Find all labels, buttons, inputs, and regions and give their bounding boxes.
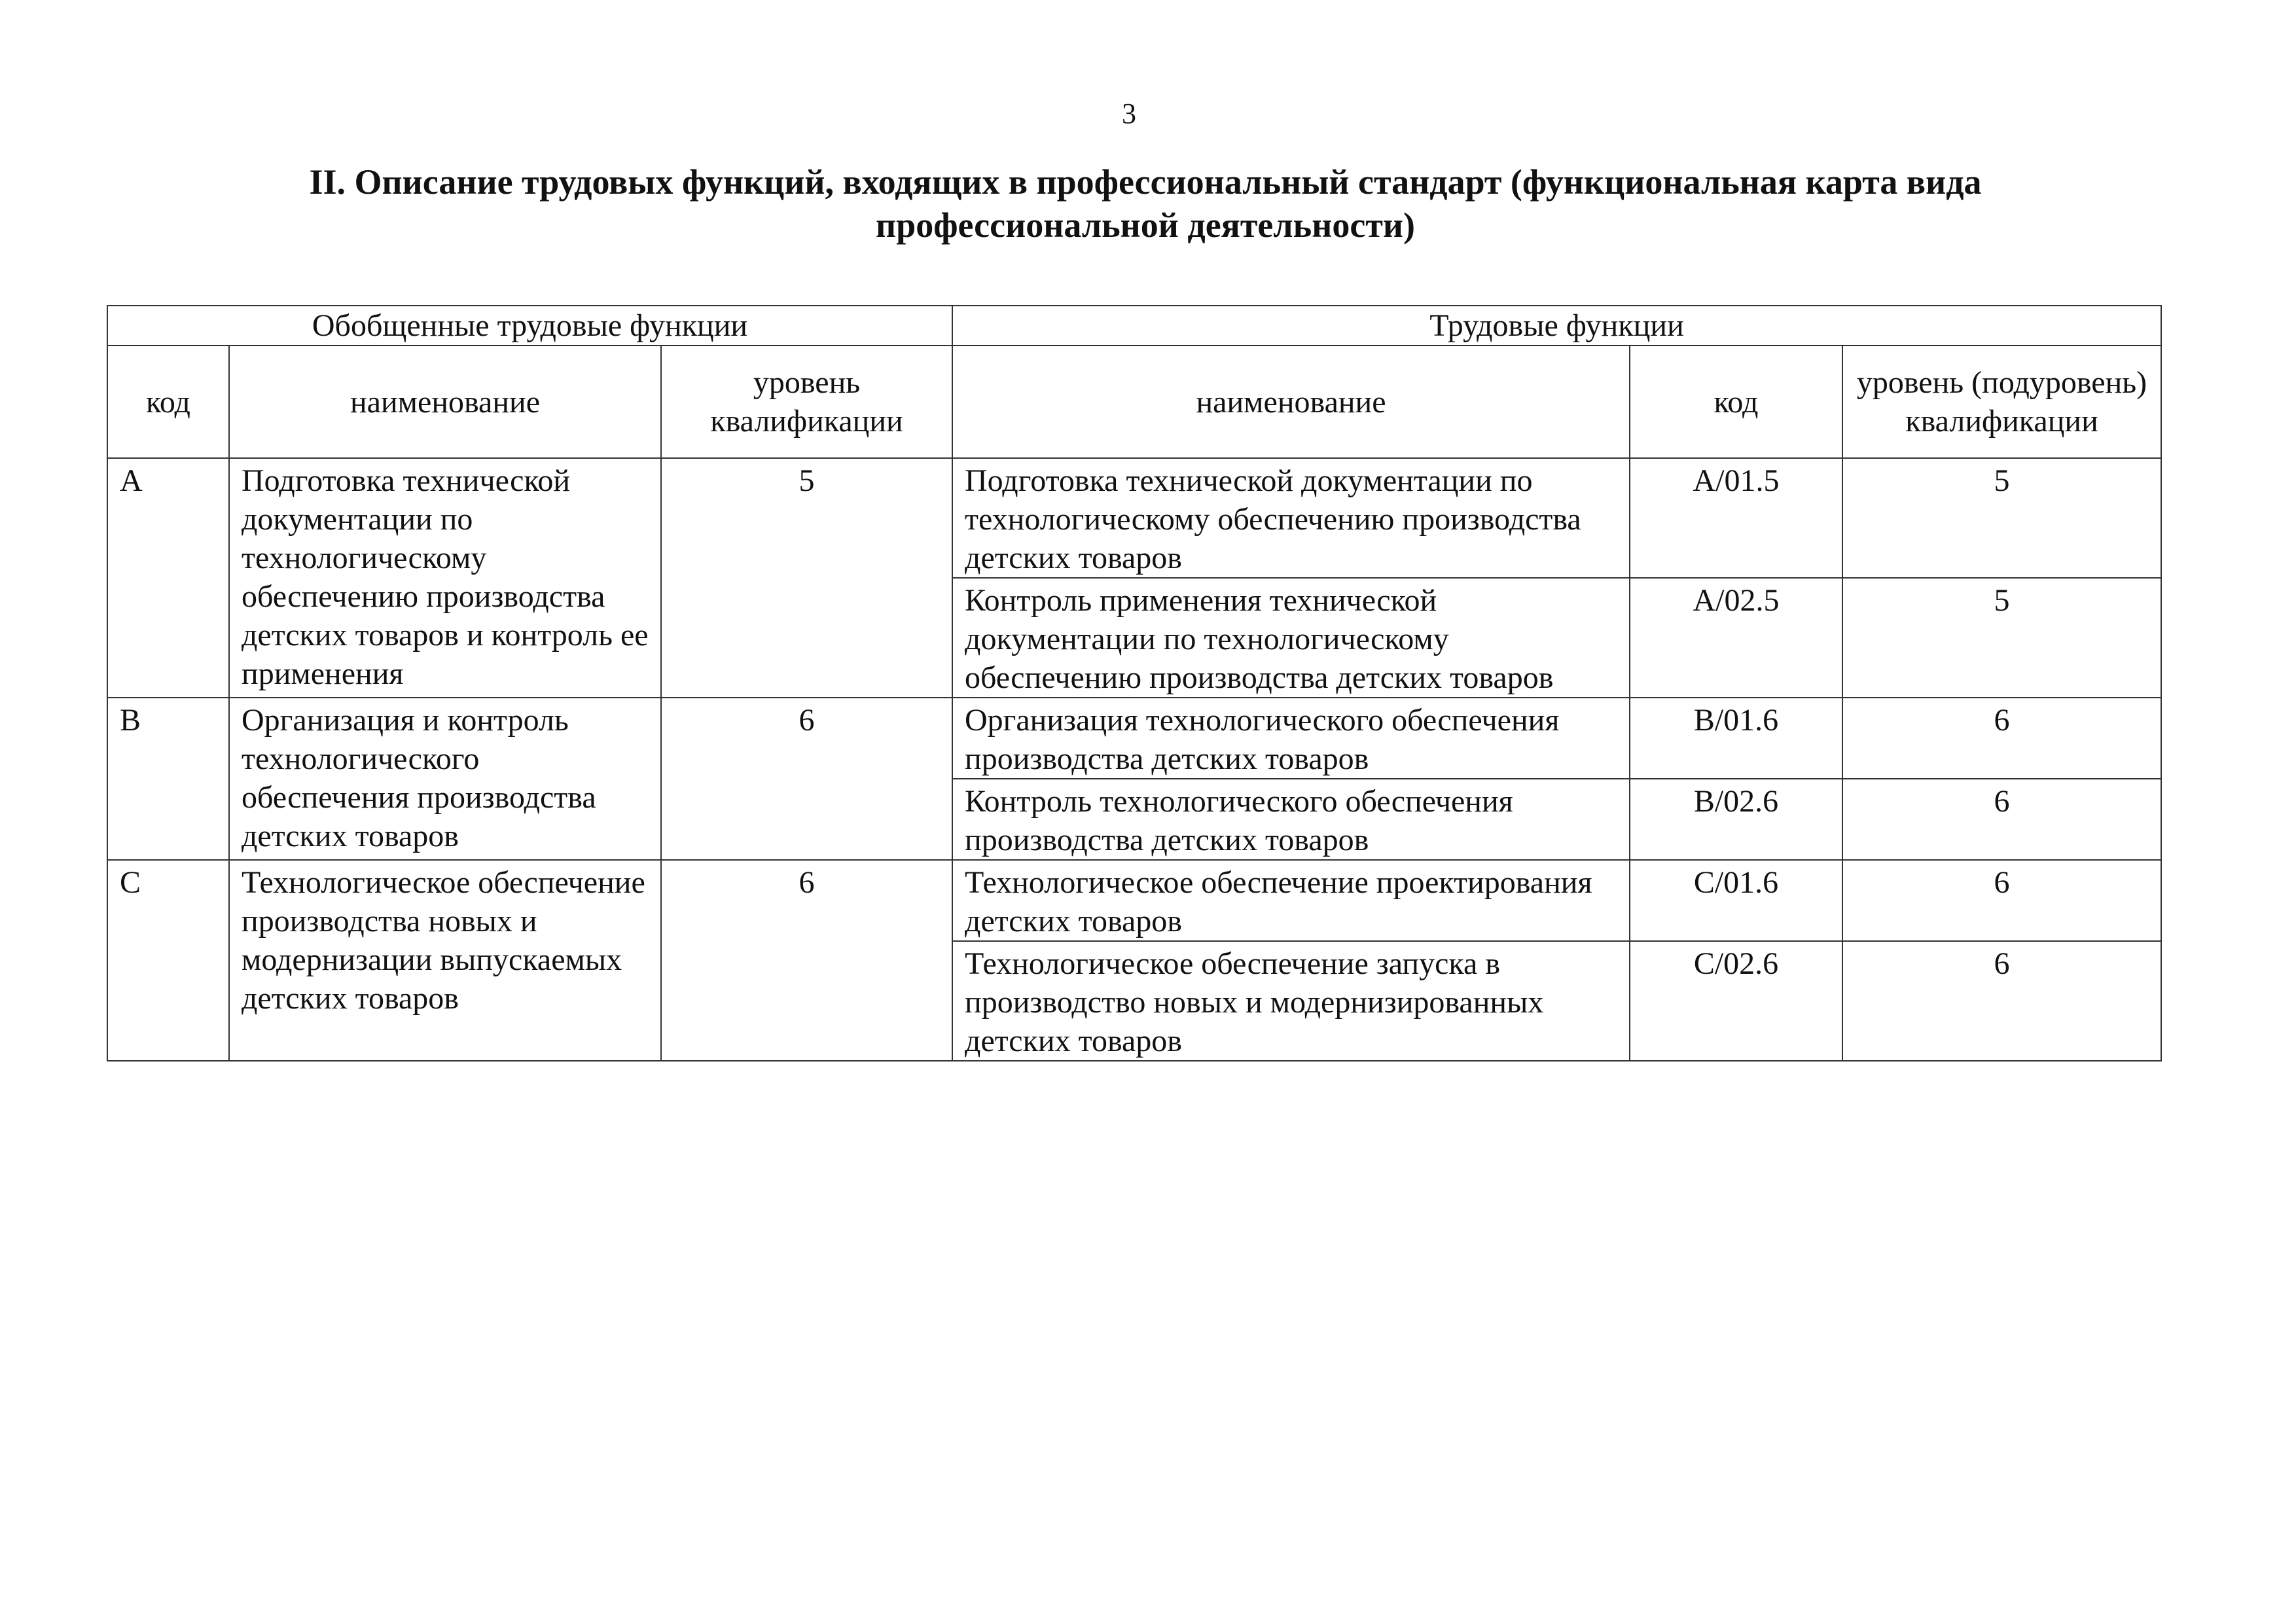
function-code: C/02.6 — [1630, 941, 1842, 1061]
function-code: B/02.6 — [1630, 779, 1842, 860]
header-gen-name: наименование — [229, 346, 661, 458]
function-code: B/01.6 — [1630, 698, 1842, 779]
header-fn-code: код — [1630, 346, 1842, 458]
header-gen-level: уровень квалификации — [661, 346, 952, 458]
section-title: II. Описание трудовых функций, входящих в профессиональный стандарт (функциональная карта вида профессиональной деятельности) — [309, 162, 1982, 245]
group-level: 5 — [661, 458, 952, 698]
function-name: Подготовка технической документации по технологическому обеспечению производства детских товаров — [952, 458, 1630, 578]
function-code: A/02.5 — [1630, 578, 1842, 698]
group-name: Организация и контроль технологического обеспечения производства детских товаров — [229, 698, 661, 860]
header-gen-code: код — [107, 346, 229, 458]
table-group-header-row — [107, 306, 2161, 346]
function-level: 6 — [1842, 941, 2161, 1061]
page-number: 3 — [1122, 98, 1136, 130]
function-code: C/01.6 — [1630, 860, 1842, 941]
group-level: 6 — [661, 860, 952, 1061]
function-name: Контроль технологического обеспечения производства детских товаров — [952, 779, 1630, 860]
function-name: Контроль применения технической документации по технологическому обеспечению производства детских товаров — [952, 578, 1630, 698]
table-row — [107, 458, 2161, 578]
header-generalized-functions: Обобщенные трудовые функции — [107, 306, 952, 346]
function-level: 6 — [1842, 860, 2161, 941]
header-labor-functions: Трудовые функции — [952, 306, 2161, 346]
group-name: Подготовка технической документации по технологическому обеспечению производства детских товаров и контроль ее применения — [229, 458, 661, 698]
function-level: 5 — [1842, 578, 2161, 698]
function-level: 6 — [1842, 698, 2161, 779]
table-row — [107, 698, 2161, 779]
table-column-header-row — [107, 346, 2161, 458]
function-name: Технологическое обеспечение запуска в производство новых и модернизированных детских товаров — [952, 941, 1630, 1061]
function-level: 5 — [1842, 458, 2161, 578]
group-level: 6 — [661, 698, 952, 860]
function-name: Организация технологического обеспечения производства детских товаров — [952, 698, 1630, 779]
group-code: B — [107, 698, 229, 860]
group-code: A — [107, 458, 229, 698]
header-fn-level: уровень (подуровень) квалификации — [1842, 346, 2161, 458]
function-code: A/01.5 — [1630, 458, 1842, 578]
function-level: 6 — [1842, 779, 2161, 860]
functional-map-table — [107, 305, 2162, 1061]
header-fn-name: наименование — [952, 346, 1630, 458]
group-code: C — [107, 860, 229, 1061]
group-name: Технологическое обеспечение производства новых и модернизации выпускаемых детских товаров — [229, 860, 661, 1061]
table-row — [107, 860, 2161, 941]
function-name: Технологическое обеспечение проектирования детских товаров — [952, 860, 1630, 941]
